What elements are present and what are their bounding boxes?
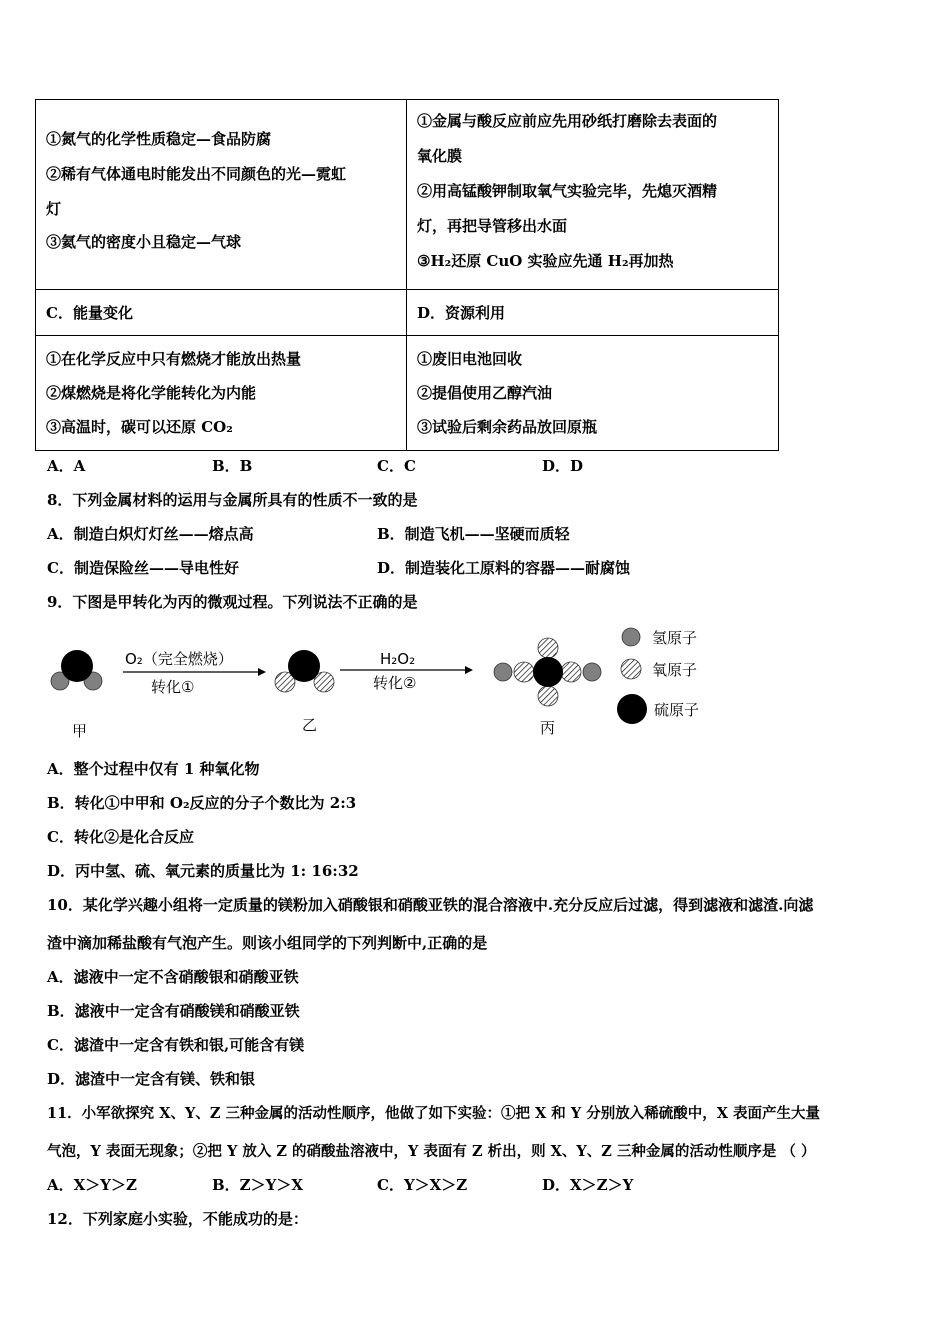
q9-option-a[interactable]: A．整个过程中仅有 1 种氧化物	[47, 760, 260, 778]
table-cell-row3-right	[407, 336, 779, 451]
legend-hydrogen-icon	[622, 628, 640, 646]
oxygen-atom	[538, 686, 558, 706]
oxygen-atom	[538, 638, 558, 658]
q11-stem-line1: 11．小军欲探究 X、Y、Z 三种金属的活动性顺序，他做了如下实验：①把 X 和 Y 分别放入稀硫酸中，X 表面产生大量	[47, 1105, 821, 1122]
oxygen-atom	[561, 662, 581, 682]
table-line: ②提倡使用乙醇汽油	[417, 384, 553, 402]
table-line: 灯	[46, 200, 62, 218]
q10-option-b[interactable]: B．滤液中一定含有硝酸镁和硝酸亚铁	[47, 1002, 300, 1020]
molecule-yi	[275, 650, 334, 692]
label-jia: 甲	[72, 722, 88, 740]
table-line: ①在化学反应中只有燃烧才能放出热量	[46, 350, 302, 368]
q9-stem: 9．下图是甲转化为丙的微观过程。下列说法不正确的是	[47, 593, 418, 611]
sulfur-atom	[61, 650, 93, 682]
q7-options-table	[35, 99, 779, 451]
table-line: ②用高锰酸钾制取氧气实验完毕，先熄灭酒精	[417, 182, 718, 200]
arrow1-head	[258, 668, 266, 676]
sulfur-atom	[533, 657, 563, 687]
option-b[interactable]: B．Z＞Y＞X	[212, 1176, 303, 1194]
option-c[interactable]: C．C	[377, 457, 416, 475]
option-c[interactable]: C．制造保险丝——导电性好	[47, 559, 239, 577]
legend	[617, 628, 699, 724]
molecule-bing	[494, 638, 601, 706]
q10-option-a[interactable]: A．滤液中一定不含硝酸银和硝酸亚铁	[47, 968, 299, 986]
q10-stem-line1: 10．某化学兴趣小组将一定质量的镁粉加入硝酸银和硝酸亚铁的混合溶液中.充分反应后过滤，得到滤液和滤渣.向滤	[47, 896, 814, 914]
legend-sulfur-label: 硫原子	[654, 701, 700, 719]
table-line: ①氮气的化学性质稳定—食品防腐	[46, 130, 272, 148]
label-yi: 乙	[302, 716, 318, 734]
option-d[interactable]: D．制造装化工原料的容器——耐腐蚀	[377, 559, 631, 577]
q10-option-c[interactable]: C．滤渣中一定含有铁和银,可能含有镁	[47, 1036, 305, 1054]
option-d[interactable]: D．X＞Z＞Y	[542, 1176, 634, 1194]
legend-oxygen-label: 氧原子	[652, 661, 698, 679]
option-a[interactable]: A．X＞Y＞Z	[47, 1176, 137, 1194]
q9-option-b[interactable]: B．转化①中甲和 O₂反应的分子个数比为 2:3	[47, 794, 357, 812]
legend-oxygen-icon	[621, 659, 641, 679]
legend-sulfur-icon	[617, 694, 647, 724]
q10-stem-line2: 渣中滴加稀盐酸有气泡产生。则该小组同学的下列判断中,正确的是	[47, 934, 488, 952]
option-b[interactable]: B．B	[212, 457, 253, 475]
q9-reaction-diagram	[40, 620, 760, 745]
q8-stem: 8．下列金属材料的运用与金属所具有的性质不一致的是	[47, 491, 418, 509]
arrow2-head	[465, 666, 473, 674]
table-cell-row1-right	[407, 100, 779, 290]
table-line: ①废旧电池回收	[417, 350, 523, 368]
option-c[interactable]: C．Y＞X＞Z	[377, 1176, 468, 1194]
table-line: ③H₂还原 CuO 实验应先通 H₂再加热	[417, 252, 674, 270]
table-line: ③试验后剩余药品放回原瓶	[417, 418, 598, 436]
arrow2-bottom-label: 转化②	[373, 674, 417, 692]
option-a[interactable]: A．A	[47, 457, 86, 475]
table-line: 氧化膜	[417, 147, 463, 165]
q9-option-c[interactable]: C．转化②是化合反应	[47, 828, 194, 846]
label-bing: 丙	[540, 719, 556, 737]
table-line: ②煤燃烧是将化学能转化为内能	[46, 384, 257, 402]
option-d[interactable]: D．D	[542, 457, 584, 475]
table-line: 灯，再把导管移出水面	[417, 217, 568, 235]
table-line: ③氦气的密度小且稳定—气球	[46, 233, 242, 251]
arrow1-bottom-label: 转化①	[151, 678, 195, 696]
q12-stem: 12．下列家庭小实验，不能成功的是：	[47, 1210, 308, 1228]
table-line: ①金属与酸反应前应先用砂纸打磨除去表面的	[417, 112, 718, 130]
oxygen-atom	[514, 662, 534, 682]
q11-stem-line2: 气泡，Y 表面无现象；②把 Y 放入 Z 的硝酸盐溶液中，Y 表面有 Z 析出，则 X、Y、Z 三种金属的活动性顺序是 （ ）	[47, 1143, 816, 1160]
table-cell-row2-right: D．资源利用	[407, 290, 779, 336]
table-line: ②稀有气体通电时能发出不同颜色的光—霓虹	[46, 165, 347, 183]
arrow1-top-label: O₂（完全燃烧）	[125, 650, 233, 668]
q10-option-d[interactable]: D．滤渣中一定含有镁、铁和银	[47, 1070, 256, 1088]
hydrogen-atom	[583, 663, 601, 681]
hydrogen-atom	[494, 663, 512, 681]
legend-hydrogen-label: 氢原子	[652, 629, 698, 647]
table-cell-row2-left: C．能量变化	[36, 290, 407, 336]
sulfur-atom	[288, 650, 320, 682]
arrow2-top-label: H₂O₂	[380, 650, 416, 668]
option-a[interactable]: A．制造白炽灯灯丝——熔点高	[47, 525, 254, 543]
option-b[interactable]: B．制造飞机——坚硬而质轻	[377, 525, 570, 543]
table-cell-row1-left	[36, 100, 407, 290]
q9-option-d[interactable]: D．丙中氢、硫、氧元素的质量比为 1: 16:32	[47, 862, 359, 880]
table-line: ③高温时，碳可以还原 CO₂	[46, 418, 233, 436]
table-cell-row3-left	[36, 336, 407, 451]
molecule-jia	[51, 650, 102, 690]
